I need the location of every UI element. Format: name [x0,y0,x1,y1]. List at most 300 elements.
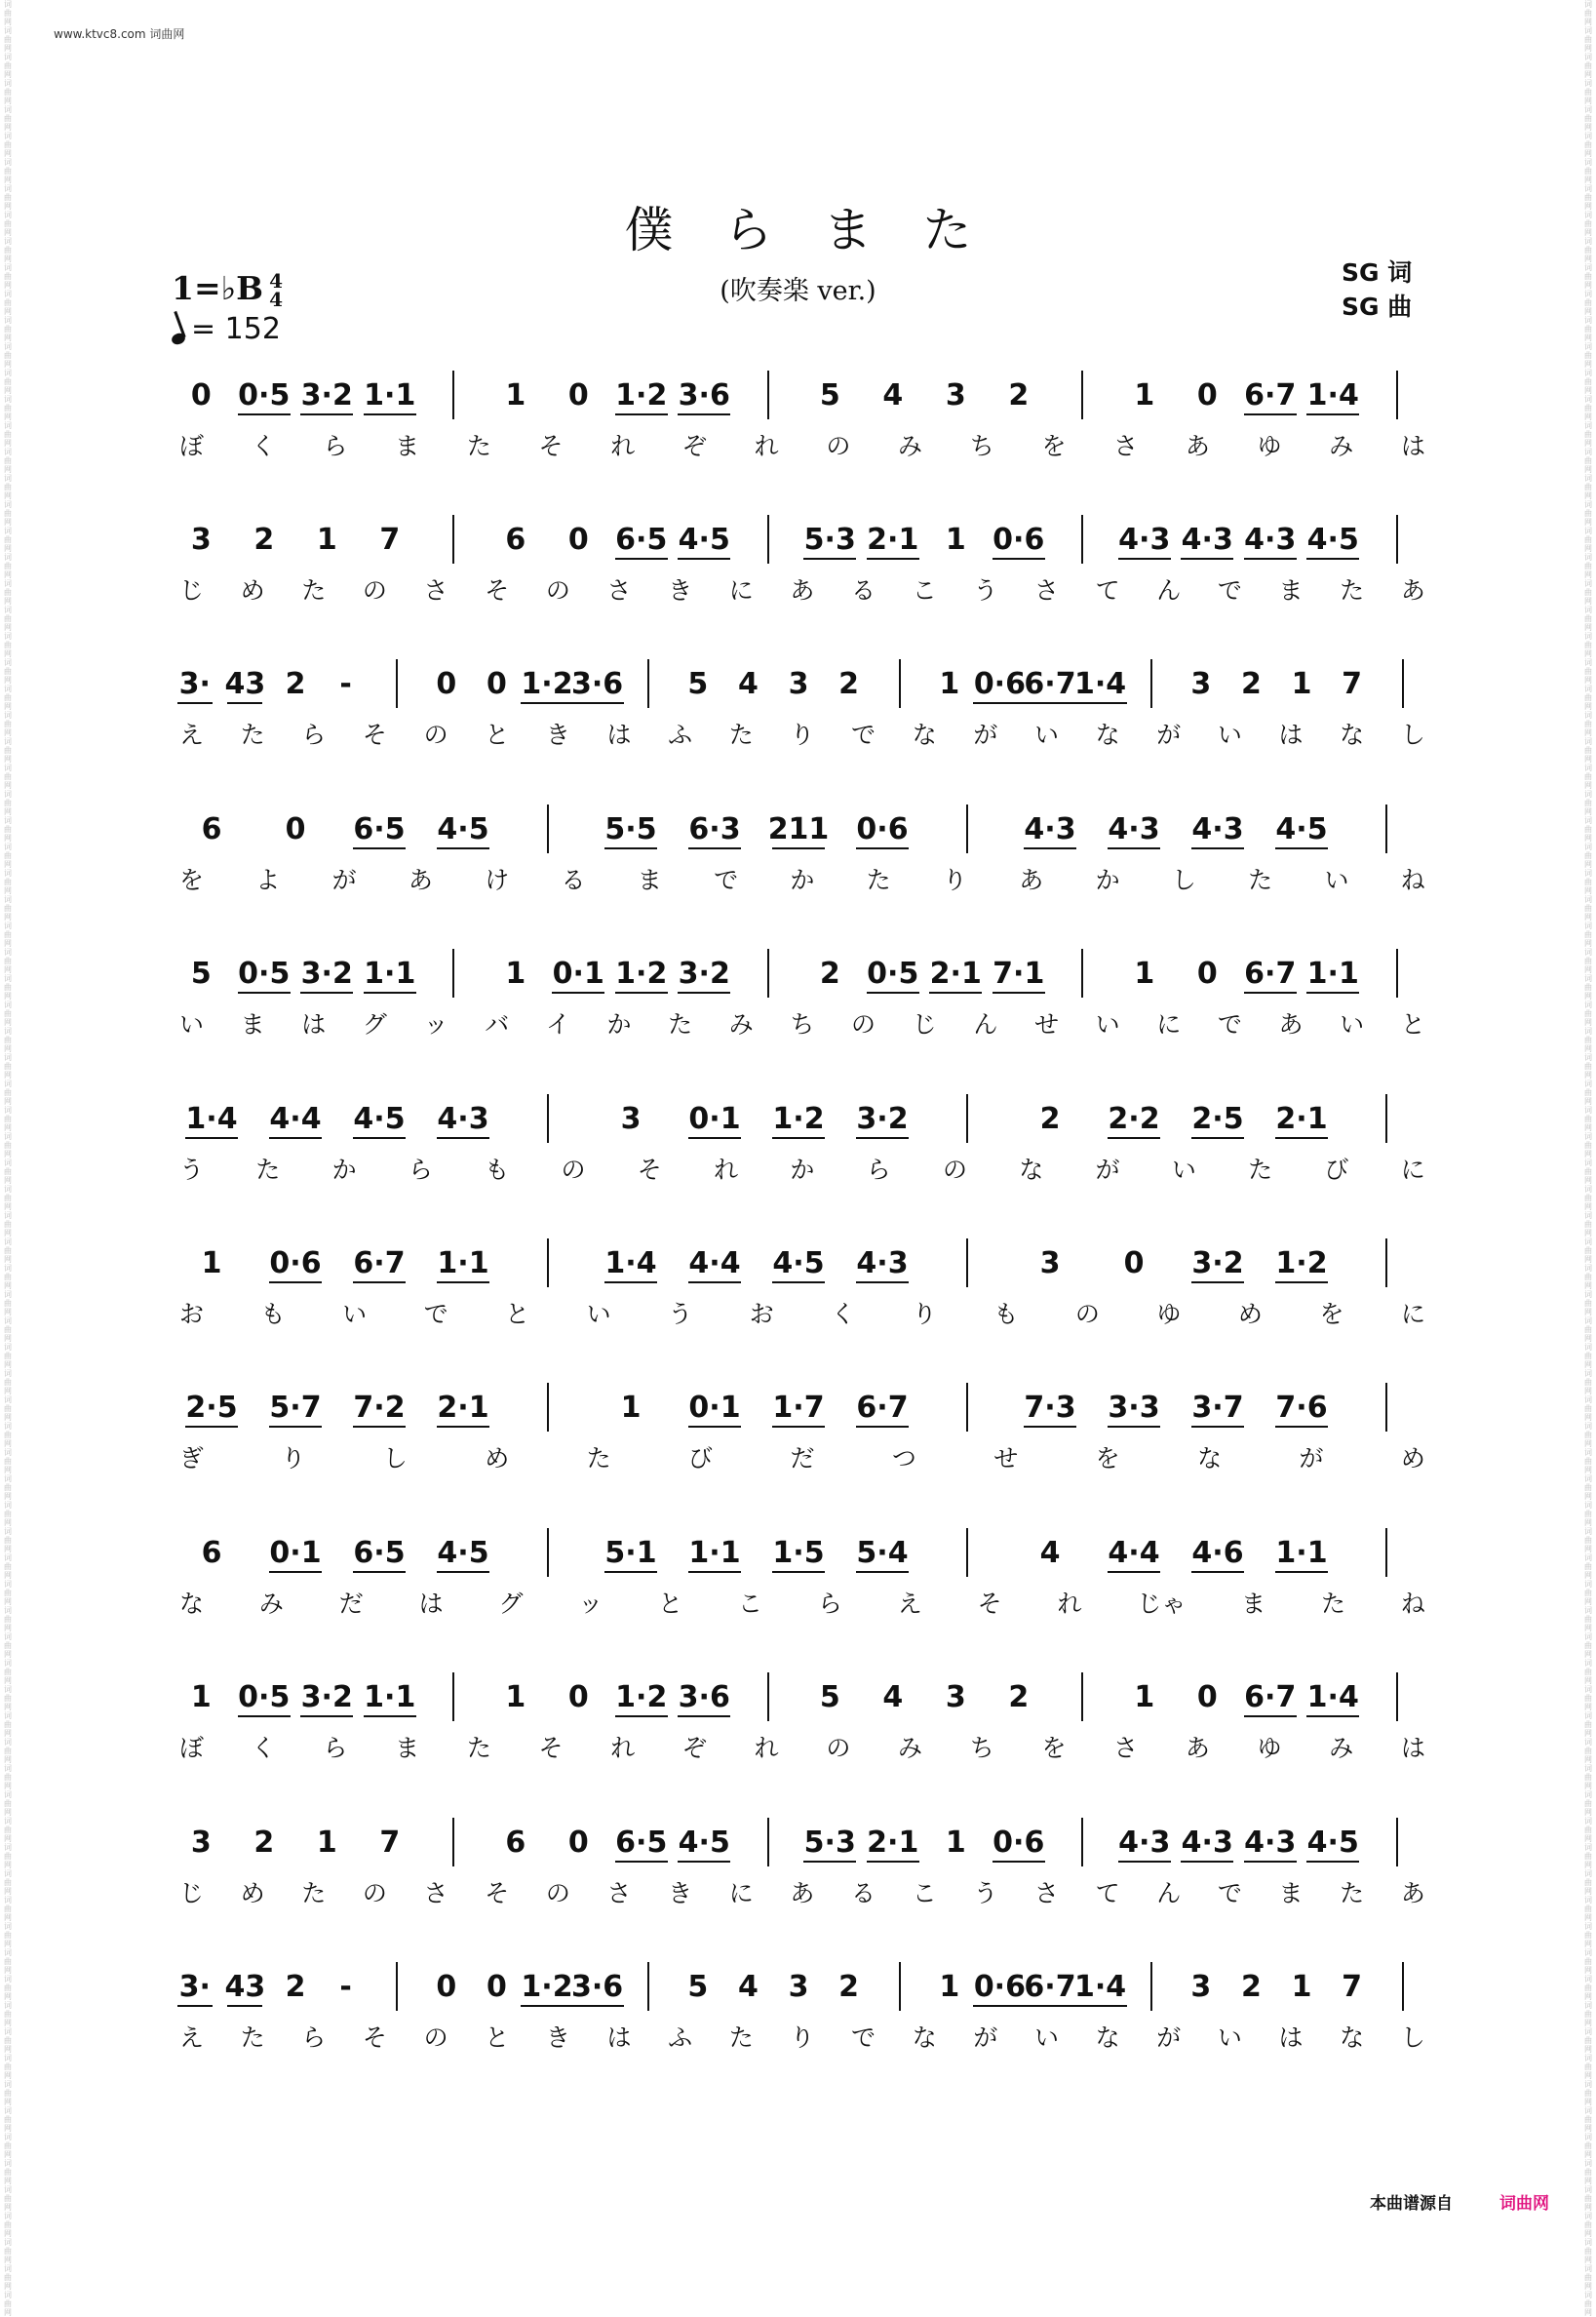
lyric-syllable: は [606,2023,632,2052]
note: 2·5 [185,1391,238,1425]
lyric-syllable: の [423,2023,448,2052]
bar-line [452,949,454,998]
note: 2 [1240,1970,1262,2004]
lyric-row [166,1005,1433,1044]
lyric-syllable: を [1095,1444,1120,1473]
side-watermark-left: 词曲网词曲网词曲网词曲网词曲网词曲网词曲网词曲网词曲网词曲网词曲网词曲网词曲网词曲网词曲网词曲网词曲网词曲网词曲网词曲网词曲网词曲网词曲网词曲网词曲网词曲网词曲网词曲网词曲网词曲网词曲网词曲网词曲网词曲网词曲网词曲网词曲网词曲网词曲网词曲网词曲网词曲网词曲网词曲网词曲网词曲网词曲网词曲网词曲网词曲网词曲网词曲网词曲网词曲网词曲网词曲网词曲网词曲网词曲网词曲网词曲网词曲网词曲网词曲网词曲网词曲网词曲网词曲网词曲网词曲网词曲网词曲网词曲网词曲网词曲网词曲网词曲网词曲网词曲网词曲网词曲网词曲网词曲网词曲网词曲网词曲网词曲网词曲网 [4,0,12,2317]
note-row [166,371,1433,427]
note: 7·1 [993,957,1045,991]
lyric-syllable: み [728,1010,754,1039]
note: 4·5 [678,1826,730,1860]
note: 5 [190,957,212,991]
lyric-syllable: し [1400,2023,1425,2052]
lyric-syllable: そ [977,1590,1002,1618]
bar-line [767,1672,769,1721]
note: 0·6 [973,1970,1026,2004]
lyric-syllable: バ [485,1010,510,1039]
beam [688,847,741,849]
beam [238,413,291,415]
lyric-syllable: あ [408,866,433,894]
note: 0 [1196,378,1218,412]
note: 3 [190,1826,212,1860]
score-line [166,1818,1433,1930]
note: 1·1 [364,1680,416,1714]
note: 2·5 [1191,1102,1244,1136]
beam [227,2005,262,2007]
note: 5·5 [604,812,657,846]
beam [1108,847,1160,849]
lyric-syllable: た [240,2023,265,2052]
note: 2 [1039,1102,1061,1136]
beam [1118,1861,1171,1863]
lyric-syllable: そ [538,1734,564,1762]
beam [269,1137,322,1139]
note: 2 [838,667,860,701]
tempo-marking [172,312,281,346]
note: 1·2 [521,667,573,701]
bar-line [1081,515,1083,564]
beam [1191,1571,1244,1573]
beam [1191,1281,1244,1283]
bar-line [767,1818,769,1866]
note: 2 [838,1970,860,2004]
note: 0 [486,667,507,701]
beam [1244,1715,1297,1717]
lyric-syllable: な [912,721,937,749]
lyric-syllable: た [1321,1590,1346,1618]
note: 0 [567,378,589,412]
lyric-syllable: グ [498,1590,524,1618]
lyric-syllable: の [423,721,448,749]
lyric-syllable: さ [423,576,448,605]
lyric-syllable: で [851,2023,876,2052]
note: 6·7 [353,1246,406,1280]
beam [604,1281,657,1283]
beam [364,1715,416,1717]
lyric-syllable: た [1340,1879,1365,1907]
note: 1 [620,1391,642,1425]
beam [521,702,573,704]
lyric-syllable: ま [637,866,662,894]
lyric-syllable: た [466,1734,491,1762]
note: 0 [567,523,589,557]
note: 1 [1291,1970,1312,2004]
lyric-syllable: か [331,1156,357,1184]
bar-line [1385,805,1387,853]
note: 3 [190,523,212,557]
note: 3·7 [1191,1391,1244,1425]
beam [1275,1571,1328,1573]
beam [185,1426,238,1428]
time-signature [269,269,283,311]
lyric-syllable: に [1400,1300,1425,1328]
score-line [166,1962,1433,2074]
lyric-syllable: さ [1113,432,1139,460]
beam [678,1715,730,1717]
note: 4·6 [1191,1536,1244,1570]
lyric-syllable: う [973,1879,998,1907]
bar-line [647,1962,649,2011]
lyric-syllable: ら [408,1156,433,1184]
lyric-syllable: だ [338,1590,364,1618]
note: 5 [687,1970,709,2004]
lyric-syllable: れ [610,1734,636,1762]
lyric-syllable: で [1217,576,1242,605]
lyric-syllable: る [851,1879,876,1907]
bar-line [1081,371,1083,419]
lyric-syllable: た [240,721,265,749]
note: 3·2 [678,957,730,991]
lyric-syllable: て [1095,576,1120,605]
score-line [166,1528,1433,1640]
bar-line [452,515,454,564]
quarter-note-icon [171,332,187,346]
note: 2 [1240,667,1262,701]
note: 4·5 [1306,1826,1359,1860]
beam [571,2005,624,2007]
beam [688,1137,741,1139]
note: 5 [819,1680,840,1714]
lyric-syllable: せ [993,1444,1019,1473]
lyric-syllable: と [505,1300,530,1328]
lyric-syllable: い [1033,721,1059,749]
beam [1181,1861,1233,1863]
lyric-syllable: ち [969,1734,994,1762]
beam [678,558,730,560]
note: 6·5 [353,1536,406,1570]
lyric-syllable: か [790,866,815,894]
note: 2·1 [929,957,982,991]
note: 6·7 [856,1391,909,1425]
lyric-syllable: あ [1278,1010,1304,1039]
lyric-syllable: よ [255,866,281,894]
bar-line [1396,949,1398,998]
lyric-syllable: ち [790,1010,815,1039]
note: 1·4 [604,1246,657,1280]
note-row [166,515,1433,571]
lyric-syllable: ん [1156,1879,1182,1907]
note: 7 [379,1826,401,1860]
lyric-syllable: ぼ [179,432,205,460]
lyric-row [166,571,1433,610]
bar-line [547,1094,549,1143]
lyric-syllable: れ [754,432,779,460]
lyric-syllable: そ [637,1156,662,1184]
lyric-syllable: い [1033,2023,1059,2052]
beam [772,1281,825,1283]
note: 2·1 [867,1826,919,1860]
lyric-syllable: め [1237,1300,1263,1328]
score-line [166,949,1433,1061]
beam [521,2005,573,2007]
bar-line [767,371,769,419]
lyric-syllable: あ [1185,1734,1210,1762]
beam [1024,1426,1076,1428]
lyric-syllable: い [1217,2023,1242,2052]
lyric-syllable: お [749,1300,774,1328]
bar-line [1402,1962,1404,2011]
lyric-syllable: こ [912,1879,937,1907]
lyric-syllable: め [485,1444,510,1473]
lyric-syllable: は [1278,2023,1304,2052]
lyric-syllable: り [790,721,815,749]
score-line [166,1672,1433,1785]
beam [1306,558,1359,560]
lyric-syllable: し [1171,866,1196,894]
key-signature [172,269,283,309]
lyric-syllable: み [898,432,923,460]
bar-line [899,659,901,708]
lyric-syllable: ま [395,1734,420,1762]
bar-line [767,949,769,998]
lyric-syllable: ま [395,432,420,460]
beam [269,1281,322,1283]
lyric-syllable: の [942,1156,967,1184]
lyric-syllable: の [851,1010,876,1039]
lyric-syllable: た [728,2023,754,2052]
beam [1275,1137,1328,1139]
bar-line [547,805,549,853]
note: 2·2 [1108,1102,1160,1136]
note: 1·1 [1306,957,1359,991]
note: 0·5 [238,378,291,412]
lyric-syllable: そ [362,2023,387,2052]
beam [238,992,291,994]
beam [856,1426,909,1428]
note: 1 [1134,378,1155,412]
lyric-syllable: く [251,1734,276,1762]
beam [300,1715,353,1717]
score-line [166,371,1433,483]
note: - [339,1970,352,2004]
lyric-syllable: た [466,432,491,460]
note: 3 [945,1680,966,1714]
note: 1 [505,1680,526,1714]
lyric-syllable: ん [973,1010,998,1039]
score-line [166,1383,1433,1495]
note: 1 [505,378,526,412]
note: 4·5 [1275,812,1328,846]
bar-line [1402,659,1404,708]
lyric-syllable: ら [817,1590,842,1618]
bar-line [1081,1818,1083,1866]
lyric-syllable: め [240,1879,265,1907]
lyric-syllable: う [179,1156,205,1184]
lyric-syllable: ま [1241,1590,1266,1618]
lyric-syllable: ッ [578,1590,603,1618]
note: 4·3 [856,1246,909,1280]
beam [1181,558,1233,560]
note: 1·4 [1074,1970,1127,2004]
lyric-syllable: あ [1400,576,1425,605]
lyric-syllable: ぎ [179,1444,205,1473]
note: 1·1 [688,1536,741,1570]
lyric-syllable: が [1299,1444,1324,1473]
lyric-syllable: え [179,721,205,749]
note: 0 [567,1826,589,1860]
beam [177,2005,213,2007]
note: 2 [1008,1680,1030,1714]
note: 5·4 [856,1536,909,1570]
beam [1108,1426,1160,1428]
note: 1·4 [1306,378,1359,412]
note: 3 [788,667,809,701]
beam [1244,1861,1297,1863]
note: 1·1 [1275,1536,1328,1570]
note: 0 [1196,1680,1218,1714]
song-title: 僕らまた [624,202,1023,258]
bar-line [1396,371,1398,419]
bar-line [547,1528,549,1577]
lyric-syllable: そ [538,432,564,460]
lyric-syllable: そ [485,1879,510,1907]
lyric-syllable: は [301,1010,327,1039]
bar-line [1385,1528,1387,1577]
note: 3·3 [1108,1391,1160,1425]
beam [1275,1281,1328,1283]
note-row [166,1818,1433,1874]
note: 4 [737,667,759,701]
beam [437,847,489,849]
beam [867,1861,919,1863]
lyric-row [166,861,1433,900]
lyric-row [166,2019,1433,2058]
lyric-syllable: れ [714,1156,739,1184]
lyric-syllable: め [1400,1444,1425,1473]
beam [353,1137,406,1139]
note: 4·3 [1244,523,1297,557]
note: 5·3 [803,1826,856,1860]
lyric-syllable: き [668,1879,693,1907]
note: 1·2 [615,378,668,412]
note: 1 [939,667,960,701]
note: 4·5 [678,523,730,557]
beam [300,992,353,994]
lyric-syllable: か [606,1010,632,1039]
lyric-syllable: ま [240,1010,265,1039]
lyric-syllable: さ [1033,1879,1059,1907]
note-row [166,1528,1433,1585]
beam [300,413,353,415]
note: 3·2 [300,378,353,412]
lyric-syllable: は [606,721,632,749]
lyric-syllable: の [362,1879,387,1907]
note: 0·5 [867,957,919,991]
beam [1074,2005,1127,2007]
lyric-syllable: い [1324,866,1349,894]
beam [615,413,668,415]
note: 0·1 [688,1391,741,1425]
note: 1·2 [1275,1246,1328,1280]
tempo-value: = 152 [191,312,281,346]
bar-line [1385,1094,1387,1143]
lyric-syllable: く [251,432,276,460]
beam [867,992,919,994]
score-line [166,805,1433,917]
lyric-syllable: グ [362,1010,387,1039]
lyric-syllable: ま [1278,1879,1304,1907]
note: 4 [1039,1536,1061,1570]
note: 5·1 [604,1536,657,1570]
note: 6·5 [615,1826,668,1860]
beam [803,1861,856,1863]
lyric-syllable: い [1340,1010,1365,1039]
lyric-syllable: し [382,1444,408,1473]
note-row [166,1962,1433,2019]
lyric-syllable: き [545,2023,570,2052]
lyric-syllable: ら [323,432,348,460]
note: 4·3 [437,1102,489,1136]
bar-line [966,805,968,853]
lyric-syllable: な [1340,2023,1365,2052]
note: 0 [190,378,212,412]
note: 7·3 [1024,1391,1076,1425]
lyric-syllable: せ [1033,1010,1059,1039]
lyric-syllable: れ [754,1734,779,1762]
lyric-syllable: で [423,1300,448,1328]
lyric-syllable: も [993,1300,1019,1328]
note: 4·4 [1108,1536,1160,1570]
bar-line [966,1238,968,1287]
lyric-syllable: る [851,576,876,605]
note: 5 [819,378,840,412]
note: 0 [1196,957,1218,991]
beam [772,1137,825,1139]
note: 6·5 [353,812,406,846]
beam [993,1861,1045,1863]
note: 4·5 [772,1246,825,1280]
note: 1 [945,1826,966,1860]
note: 0 [436,667,457,701]
lyric-syllable: そ [362,721,387,749]
bar-line [1396,515,1398,564]
note: 1·2 [521,1970,573,2004]
note: 43 [224,667,266,701]
beam [571,702,624,704]
lyricist: SG 词 [1342,258,1413,287]
note: 6·3 [688,812,741,846]
beam [1108,1137,1160,1139]
note: 4·3 [1191,812,1244,846]
note: 4 [882,378,904,412]
lyric-syllable: と [485,2023,510,2052]
beam [1275,1426,1328,1428]
note-row [166,1383,1433,1439]
lyric-syllable: ん [1156,576,1182,605]
note: 2 [253,1826,275,1860]
note: 0 [285,812,306,846]
lyric-syllable: た [301,1879,327,1907]
beam [437,1137,489,1139]
lyric-syllable: を [1041,432,1067,460]
lyric-syllable: さ [423,1879,448,1907]
lyric-syllable: ゆ [1257,432,1282,460]
beam [615,992,668,994]
lyric-syllable: た [255,1156,281,1184]
lyric-syllable: ね [1400,866,1425,894]
beam [1024,2005,1076,2007]
lyric-syllable: あ [790,576,815,605]
lyric-row [166,427,1433,466]
lyric-syllable: ぞ [681,432,707,460]
lyric-syllable: み [1329,432,1354,460]
beam [1024,847,1076,849]
note: 211 [767,812,830,846]
beam [353,847,406,849]
beam [364,992,416,994]
note: 1·2 [615,1680,668,1714]
beam [364,413,416,415]
